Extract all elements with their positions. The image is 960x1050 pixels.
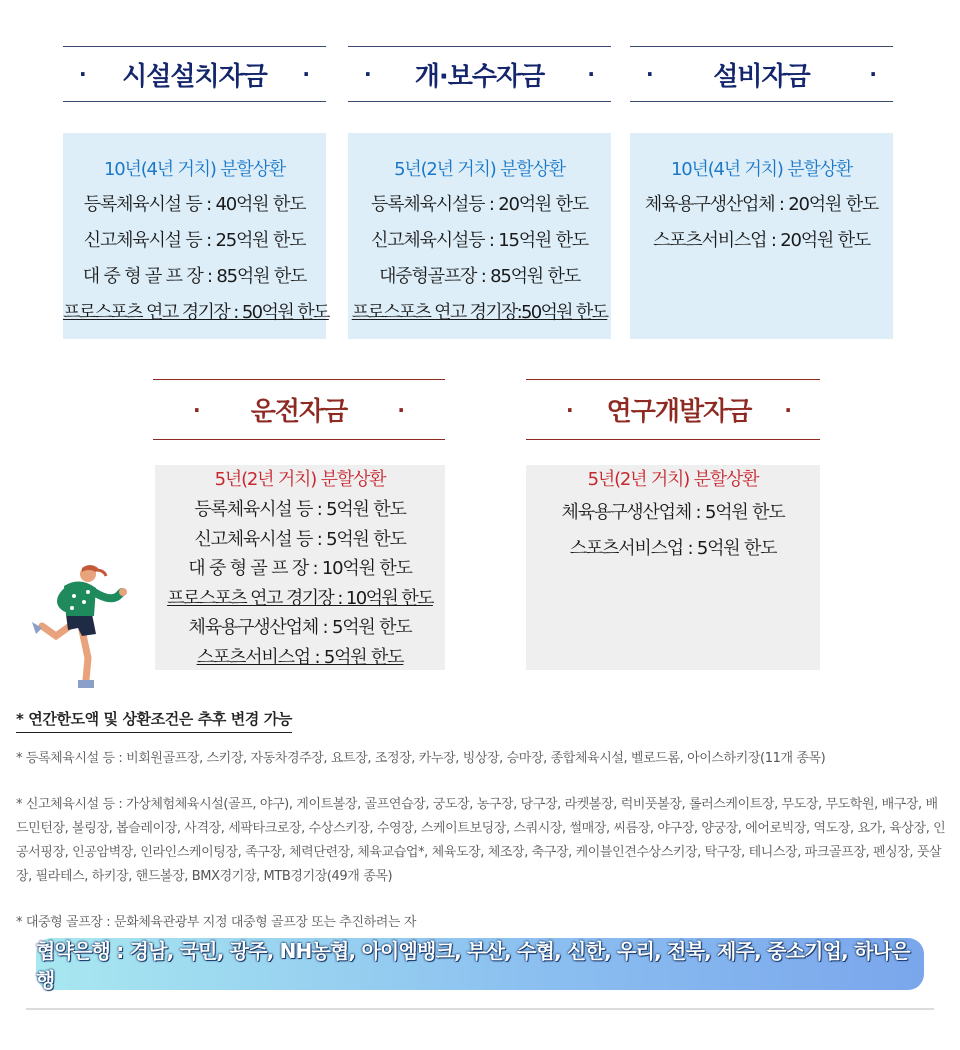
operating-line	[155, 643, 445, 673]
bottom-divider	[26, 1008, 934, 1010]
operating-title: 운전자금	[250, 397, 348, 427]
rnd-subtitle: 5년(2년 거치) 분할상환	[587, 469, 759, 490]
bullet-dot: ·	[784, 397, 792, 422]
bullet-dot: ·	[397, 397, 405, 422]
facility-line	[63, 295, 329, 331]
bullet-dot: ·	[79, 62, 87, 86]
equipment-header	[630, 46, 893, 102]
facility-title: 시설설치자금	[122, 61, 267, 92]
operating-subtitle: 5년(2년 거치) 분할상환	[214, 469, 386, 490]
bullet-dot: ·	[566, 397, 574, 422]
facility-line: 대 중 형 골 프 장 : 85억원 한도	[82, 266, 307, 287]
operating-line: 등록체육시설 등 : 5억원 한도	[194, 499, 406, 520]
rnd-line: 체육용구생산업체 : 5억원 한도	[561, 502, 785, 523]
bullet-dot: ·	[364, 62, 372, 86]
repair-header	[348, 46, 611, 102]
rnd-header	[526, 379, 820, 440]
repair-box	[348, 133, 611, 339]
repair-line-text: 프로스포츠 연고 경기장:50억원 한도	[351, 302, 608, 323]
operating-line: 신고체육시설 등 : 5억원 한도	[194, 528, 406, 550]
note-reported: * 신고체육시설 등 : 가상체험체육시설(골프, 야구), 게이트볼장, 골프연습장, 궁도장, 농구장, 당구장, 라켓볼장, 럭비풋볼장, 롤러스케이트장, 무도장, 무도학원, 배구장, 배드민턴장, 볼링장, 봅슬레이장, 사격장, 세팍타크로장, 수상스키장, 수영장, 스케이트보딩장, 스쿼시장, 썰매장, 씨름장, 야구장, 양궁장, 에어로빅장, 역도장, 요가, 육상장, 인공서핑장, 인공암벽장, 인라인스케이팅장, 족구장, 체력단련장, 체육교습업*, 체육도장, 체조장, 축구장, 케이블인견수상스키장, 탁구장, 테니스장, 파크골프장, 펜싱장, 풋살장, 필라테스, 하키장, 핸드볼장, BMX경기장, MTB경기장(49개 종목)	[16, 797, 946, 884]
partner-banks-banner: 협약은행 : 경남, 국민, 광주, NH농협, 아이엠뱅크, 부산, 수협, 신한, 우리, 전북, 제주, 중소기업, 하나은행	[36, 938, 924, 990]
facility-line: 등록체육시설 등 : 40억원 한도	[83, 194, 306, 215]
repair-line: 신고체육시설등 : 15억원 한도	[370, 230, 588, 251]
facility-line-text: 프로스포츠 연고 경기장 : 50억원 한도	[63, 302, 329, 323]
repair-line: 대중형골프장 : 85억원 한도	[379, 266, 580, 287]
note-golf: * 대중형 골프장 : 문화체육관광부 지정 대중형 골프장 또는 추진하려는 자	[16, 915, 416, 930]
equipment-box	[630, 133, 893, 339]
notes-main: * 연간한도액 및 상환조건은 추후 변경 가능	[16, 708, 292, 733]
repair-line	[348, 295, 611, 331]
equipment-title: 설비자금	[713, 61, 810, 92]
rnd-line: 스포츠서비스업 : 5억원 한도	[569, 538, 777, 559]
bullet-dot: ·	[869, 62, 877, 86]
bullet-dot: ·	[302, 62, 310, 86]
notes-section	[16, 708, 946, 935]
operating-line: 대 중 형 골 프 장 : 10억원 한도	[188, 558, 412, 579]
operating-header	[153, 379, 445, 440]
facility-box	[63, 133, 329, 339]
repair-title: 개·보수자금	[414, 61, 545, 92]
note-registered: * 등록체육시설 등 : 비회원골프장, 스키장, 자동차경주장, 요트장, 조정장, 카누장, 빙상장, 승마장, 종합체육시설, 벨로드롬, 아이스하키장(11개 종목)	[16, 751, 826, 766]
operating-line: 체육용구생산업체 : 5억원 한도	[188, 617, 412, 638]
repair-subtitle: 5년(2년 거치) 분할상환	[394, 159, 565, 180]
repair-line: 등록체육시설등 : 20억원 한도	[370, 194, 588, 215]
operating-line	[155, 584, 445, 614]
equipment-line: 스포츠서비스업 : 20억원 한도	[652, 230, 870, 251]
facility-header	[63, 46, 326, 102]
facility-subtitle: 10년(4년 거치) 분할상환	[104, 159, 285, 180]
facility-line: 신고체육시설 등 : 25억원 한도	[83, 230, 306, 251]
bullet-dot: ·	[646, 62, 654, 86]
runner-illustration	[22, 562, 134, 694]
rnd-box	[526, 465, 820, 670]
equipment-subtitle: 10년(4년 거치) 분할상환	[671, 159, 852, 180]
bullet-dot: ·	[193, 397, 201, 422]
operating-box	[155, 465, 445, 670]
bullet-dot: ·	[587, 62, 595, 86]
operating-line-text: 스포츠서비스업 : 5억원 한도	[196, 646, 404, 668]
rnd-title: 연구개발자금	[606, 397, 752, 427]
equipment-line: 체육용구생산업체 : 20억원 한도	[644, 194, 879, 215]
operating-line-text: 프로스포츠 연고 경기장 : 10억원 한도	[167, 587, 433, 609]
